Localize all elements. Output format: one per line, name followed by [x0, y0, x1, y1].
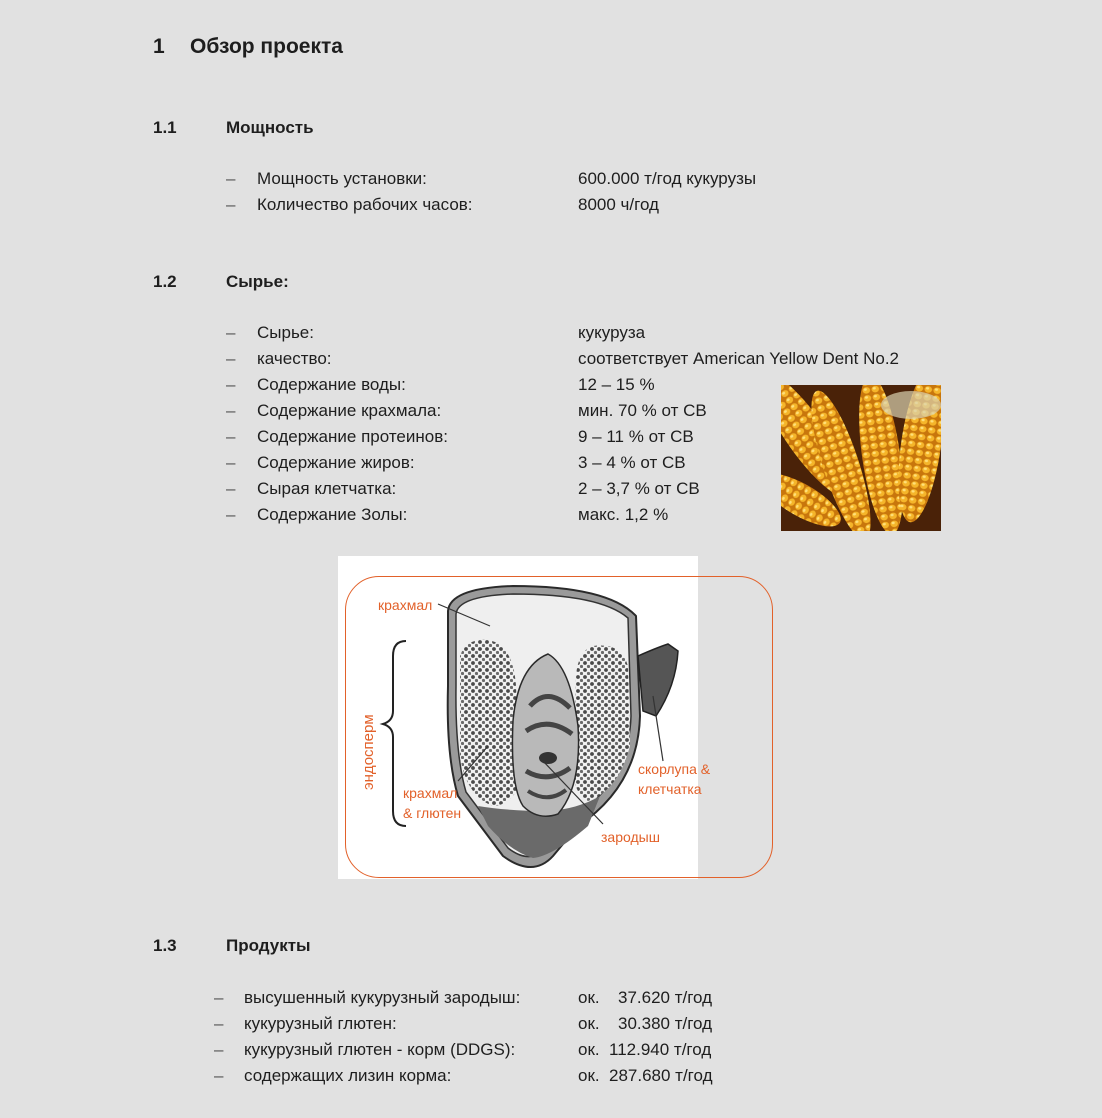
corn-photo: [781, 385, 941, 531]
list-item: [226, 166, 926, 192]
list-item: [226, 398, 766, 424]
item-label: кукурузный глютен - корм (DDGS):: [244, 1040, 516, 1059]
dash-bullet: –: [226, 401, 236, 420]
item-value: соответствует American Yellow Dent No.2: [578, 349, 899, 368]
list-item: [214, 1063, 774, 1089]
subsection-number-raw: 1.2: [153, 272, 177, 291]
item-value: 2 – 3,7 % от СВ: [578, 479, 700, 498]
item-value: 112.940 т/год: [609, 1040, 712, 1059]
dash-bullet: –: [226, 349, 236, 368]
list-item: [226, 476, 766, 502]
label-shell-line2: клетчатка: [638, 781, 702, 797]
item-label: Сырье:: [257, 323, 314, 342]
list-item: [226, 450, 766, 476]
list-item: [226, 502, 766, 528]
item-prefix: ок.: [578, 988, 600, 1007]
item-label: Содержание Золы:: [257, 505, 408, 524]
subsection-number-products: 1.3: [153, 936, 177, 955]
item-prefix: ок.: [578, 1014, 600, 1033]
dash-bullet: –: [214, 1066, 224, 1085]
dash-bullet: –: [226, 195, 236, 214]
subsection-number-capacity: 1.1: [153, 118, 177, 137]
item-prefix: ок.: [578, 1066, 600, 1085]
dash-bullet: –: [214, 1040, 224, 1059]
dash-bullet: –: [226, 169, 236, 188]
item-label: Содержание воды:: [257, 375, 406, 394]
item-value: 287.680 т/год: [609, 1066, 713, 1085]
item-label: содержащих лизин корма:: [244, 1066, 452, 1085]
item-label: Количество рабочих часов:: [257, 195, 473, 214]
label-germ: зародыш: [601, 829, 660, 845]
dash-bullet: –: [226, 427, 236, 446]
item-label: Содержание протеинов:: [257, 427, 448, 446]
item-value: мин. 70 % от СВ: [578, 401, 707, 420]
dash-bullet: –: [214, 988, 224, 1007]
item-value: 3 – 4 % от СВ: [578, 453, 686, 472]
item-value: 12 – 15 %: [578, 375, 655, 394]
list-item: [226, 372, 766, 398]
item-label: Содержание крахмала:: [257, 401, 442, 420]
list-item: [214, 985, 774, 1011]
item-label: качество:: [257, 349, 332, 368]
dash-bullet: –: [226, 323, 236, 342]
list-item: [214, 1037, 774, 1063]
label-endosperm: эндосперм: [360, 714, 377, 790]
subsection-title-raw: Сырье:: [226, 272, 289, 291]
label-shell-line1: скорлупа &: [638, 761, 711, 777]
item-label: Сырая клетчатка:: [257, 479, 397, 498]
dash-bullet: –: [214, 1014, 224, 1033]
dash-bullet: –: [226, 505, 236, 524]
dash-bullet: –: [226, 453, 236, 472]
item-label: кукурузный глютен:: [244, 1014, 397, 1033]
list-item: [226, 320, 946, 346]
subsection-title-products: Продукты: [226, 936, 311, 955]
list-item: [226, 346, 946, 372]
list-item: [214, 1011, 774, 1037]
item-value: 9 – 11 % от СВ: [578, 427, 694, 446]
highlight-frame: [345, 576, 773, 878]
section-title: Обзор проекта: [190, 35, 343, 58]
item-value: макс. 1,2 %: [578, 505, 669, 524]
item-label: высушенный кукурузный зародыш:: [244, 988, 521, 1007]
item-value: 30.380 т/год: [618, 1014, 713, 1033]
item-value: 37.620 т/год: [618, 988, 713, 1007]
item-value: 600.000 т/год кукурузы: [578, 169, 757, 188]
item-prefix: ок.: [578, 1040, 600, 1059]
item-label: Мощность установки:: [257, 169, 427, 188]
item-value: кукуруза: [578, 323, 646, 342]
label-starch-gluten-line1: крахмал: [403, 785, 458, 801]
item-label: Содержание жиров:: [257, 453, 415, 472]
label-starch: крахмал: [378, 597, 433, 613]
list-item: [226, 424, 766, 450]
section-number: 1: [153, 35, 165, 58]
dash-bullet: –: [226, 479, 236, 498]
subsection-title-capacity: Мощность: [226, 118, 314, 137]
label-starch-gluten-line2: & глютен: [403, 805, 462, 821]
item-value: 8000 ч/год: [578, 195, 659, 214]
list-item: [226, 192, 926, 218]
dash-bullet: –: [226, 375, 236, 394]
